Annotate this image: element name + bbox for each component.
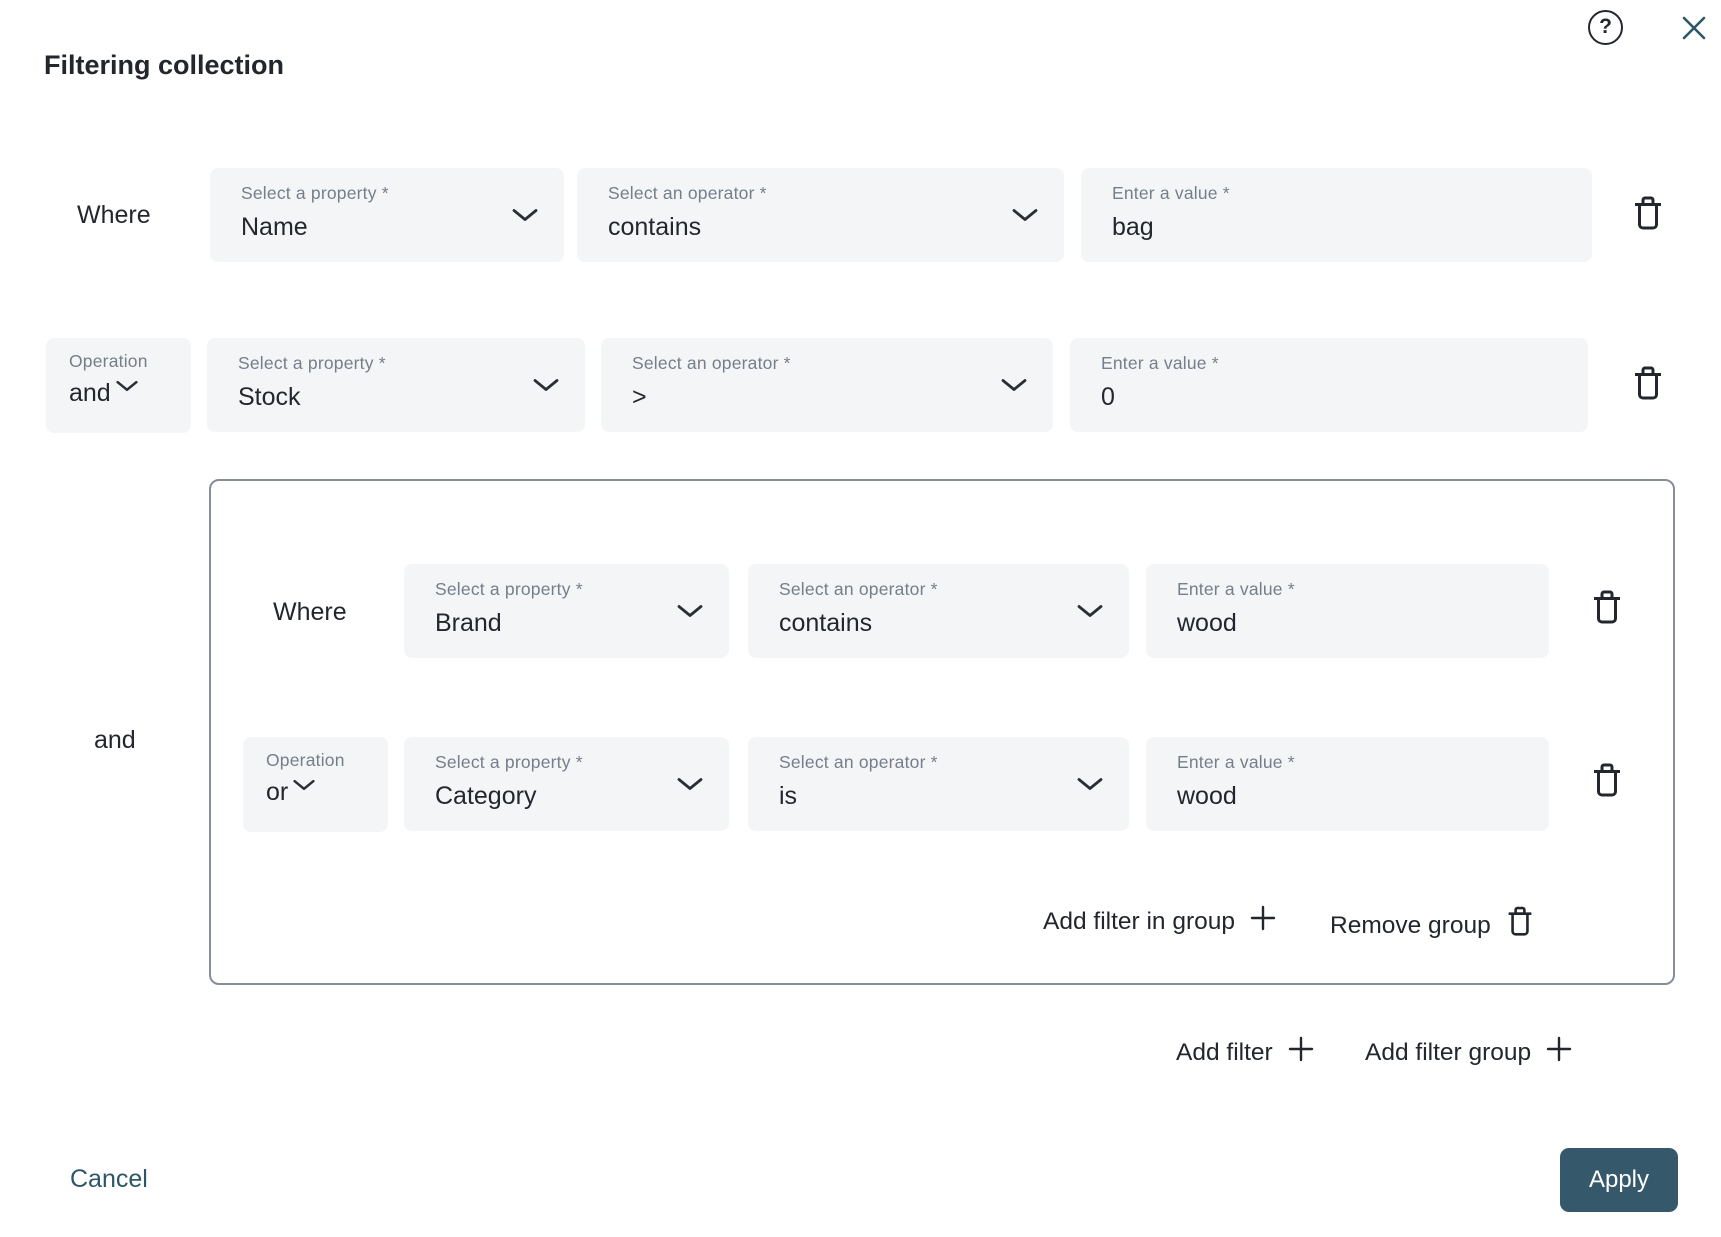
add-filter-in-group-label: Add filter in group [1043,907,1236,935]
chevron-down-icon [1012,208,1038,227]
property-select-label: Select a property * [241,183,389,203]
add-filter-in-group-button[interactable] [1043,905,1276,938]
operator-select-value: > [632,383,647,411]
property-select-label: Select a property * [435,579,583,599]
value-input-text: wood [1177,782,1237,810]
cancel-button[interactable]: Cancel [70,1165,148,1193]
operator-select-label: Select an operator * [779,752,938,772]
trash-icon [1506,905,1534,946]
question-mark-icon: ? [1599,14,1612,38]
delete-group-filter-row2-button[interactable] [1589,761,1625,803]
chevron-down-icon [1077,777,1103,796]
operation-select-value: or [266,778,289,806]
property-select-value: Category [435,782,537,810]
value-input-text: wood [1177,609,1237,637]
close-icon [1679,13,1709,46]
delete-filter-row2-button[interactable] [1630,364,1666,406]
chevron-down-icon [677,604,703,623]
property-select-row2[interactable] [207,338,585,432]
chevron-down-icon [293,779,315,791]
value-input-group-row2[interactable] [1146,737,1549,831]
page-title: Filtering collection [44,50,285,80]
operation-select-group-row2[interactable] [243,737,388,832]
operator-select-group-row1[interactable] [748,564,1129,658]
delete-group-filter-row1-button[interactable] [1589,588,1625,630]
plus-icon [1288,1036,1314,1069]
operator-select-row1[interactable] [577,168,1064,262]
chevron-down-icon [1001,378,1027,397]
chevron-down-icon [677,777,703,796]
chevron-down-icon [512,208,538,227]
and-label: and [94,726,136,754]
trash-icon [1632,195,1664,236]
chevron-down-icon [533,378,559,397]
add-filter-button[interactable] [1176,1036,1314,1069]
close-button[interactable] [1678,13,1710,45]
trash-icon [1591,762,1623,803]
trash-icon [1632,365,1664,406]
operation-select-value: and [69,379,111,407]
add-filter-group-label: Add filter group [1365,1038,1532,1066]
operator-select-value: contains [608,213,702,241]
filter-group-box [209,479,1675,985]
operator-select-row2[interactable] [601,338,1053,432]
chevron-down-icon [1077,604,1103,623]
remove-group-button[interactable] [1330,905,1534,946]
property-select-value: Name [241,213,308,241]
operation-select-label: Operation [266,750,345,770]
property-select-label: Select a property * [435,752,583,772]
operation-select-row2[interactable] [46,338,191,433]
property-select-group-row1[interactable] [404,564,729,658]
where-label: Where [77,201,151,229]
operator-select-group-row2[interactable] [748,737,1129,831]
operator-select-value: is [779,782,798,810]
plus-icon [1546,1036,1572,1069]
chevron-down-icon [116,380,138,392]
help-button[interactable] [1588,10,1623,45]
where-label: Where [273,598,347,626]
property-select-group-row2[interactable] [404,737,729,831]
value-input-label: Enter a value * [1112,183,1230,203]
value-input-label: Enter a value * [1177,752,1295,772]
value-input-row2[interactable] [1070,338,1588,432]
add-filter-group-button[interactable] [1365,1036,1572,1069]
property-select-label: Select a property * [238,353,386,373]
value-input-group-row1[interactable] [1146,564,1549,658]
value-input-text: bag [1112,213,1154,241]
trash-icon [1591,589,1623,630]
operator-select-label: Select an operator * [608,183,767,203]
apply-button[interactable]: Apply [1560,1148,1678,1212]
property-select-value: Stock [238,383,301,411]
value-input-text: 0 [1101,383,1115,411]
operator-select-label: Select an operator * [632,353,791,373]
remove-group-label: Remove group [1330,911,1491,939]
value-input-label: Enter a value * [1101,353,1219,373]
property-select-value: Brand [435,609,502,637]
delete-filter-row1-button[interactable] [1630,194,1666,236]
operation-select-label: Operation [69,351,148,371]
value-input-row1[interactable] [1081,168,1592,262]
operator-select-value: contains [779,609,873,637]
operator-select-label: Select an operator * [779,579,938,599]
add-filter-label: Add filter [1176,1038,1273,1066]
plus-icon [1250,905,1276,938]
value-input-label: Enter a value * [1177,579,1295,599]
property-select-row1[interactable] [210,168,564,262]
